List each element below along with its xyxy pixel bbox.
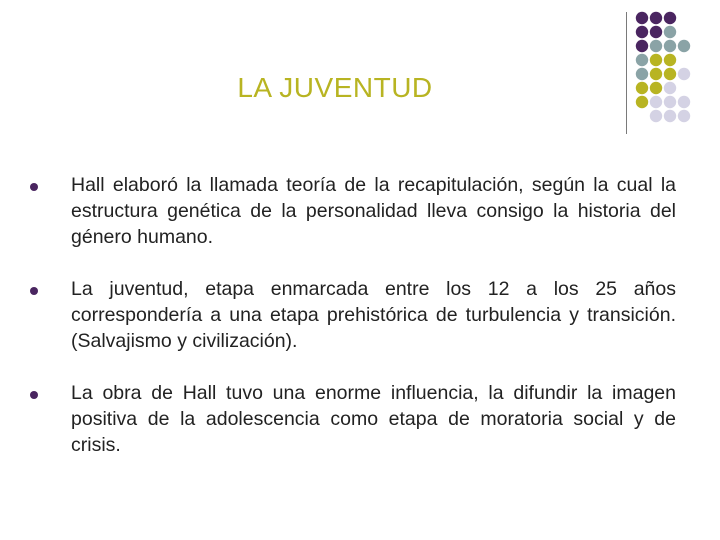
bullet-text: Hall elaboró la llamada teoría de la recapitulación, según la cual la estructura genética de la personalidad lleva consigo la historia del género humano. bbox=[71, 174, 676, 248]
decor-dot-icon bbox=[636, 54, 648, 66]
decor-dot-icon bbox=[636, 96, 648, 108]
decor-dot-icon bbox=[664, 110, 676, 122]
decor-dot-icon bbox=[664, 82, 676, 94]
slide-title: LA JUVENTUD bbox=[237, 72, 433, 103]
decor-dot-icon bbox=[678, 96, 690, 108]
decor-dot-icon bbox=[650, 68, 662, 80]
decor-dot-icon bbox=[678, 110, 690, 122]
bullet-item bbox=[26, 380, 676, 458]
dot-grid-decoration bbox=[620, 6, 720, 136]
bullet-dot-icon bbox=[30, 287, 38, 295]
decor-dot-icon bbox=[664, 26, 676, 38]
bullet-dot-icon bbox=[30, 391, 38, 399]
decor-dot-icon bbox=[678, 40, 690, 52]
decor-dot-icon bbox=[636, 12, 648, 24]
bullet-text: La juventud, etapa enmarcada entre los 12 a los 25 años correspondería a una etapa prehistórica de turbulencia y transición. (Salvajismo y civilización). bbox=[71, 278, 676, 352]
decor-dot-icon bbox=[664, 12, 676, 24]
bullet-list bbox=[26, 172, 676, 484]
bullet-item bbox=[26, 276, 676, 354]
decor-dot-icon bbox=[664, 54, 676, 66]
decor-dot-icon bbox=[650, 54, 662, 66]
decor-dot-icon bbox=[636, 40, 648, 52]
decor-dot-icon bbox=[664, 40, 676, 52]
decor-dot-icon bbox=[636, 82, 648, 94]
decor-dot-icon bbox=[650, 40, 662, 52]
bullet-text: La obra de Hall tuvo una enorme influencia, la difundir la imagen positiva de la adolescencia como etapa de moratoria social y de crisis. bbox=[71, 382, 676, 456]
bullet-item bbox=[26, 172, 676, 250]
decor-dot-icon bbox=[664, 68, 676, 80]
decor-dot-icon bbox=[664, 96, 676, 108]
decor-dot-icon bbox=[650, 26, 662, 38]
decor-dot-icon bbox=[636, 68, 648, 80]
decor-dot-icon bbox=[650, 110, 662, 122]
bullet-dot-icon bbox=[30, 183, 38, 191]
decor-dot-icon bbox=[650, 12, 662, 24]
decor-dot-icon bbox=[650, 82, 662, 94]
decor-dot-icon bbox=[636, 26, 648, 38]
decor-dot-icon bbox=[678, 68, 690, 80]
decor-dot-icon bbox=[650, 96, 662, 108]
